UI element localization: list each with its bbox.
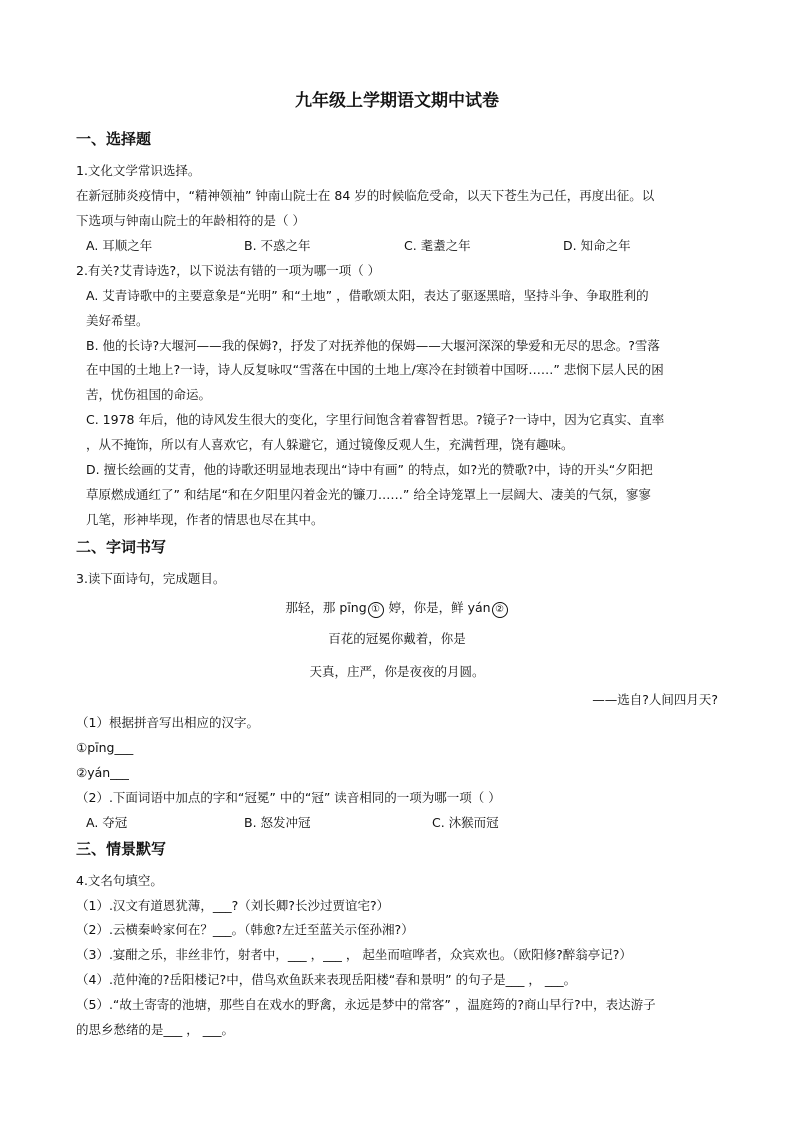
blank-marker-1: ① <box>368 602 384 618</box>
q4-head: 4.文名句填空。 <box>76 873 163 888</box>
q2-option-a: A. 艾青诗歌中的主要意象是“光明” 和“土地” ，借歌颂太阳，表达了驱逐黑暗，坚持斗争、争取胜利的 <box>86 288 649 303</box>
section-heading-recitation: 三、情景默写 <box>76 840 167 858</box>
q2-head: 2.有关?艾青诗选?，以下说法有错的一项为哪一项（ ） <box>76 263 381 278</box>
q2-option-b-cont: 在中国的土地上?一诗，诗人反复咏叹“雪落在中国的土地上/寒冷在封锁着中国呀……” 悲悯下层人民的困 <box>86 362 664 377</box>
q3-answer-1: ①pīng___ <box>76 740 134 755</box>
q4-item-4: （4）.范仲淹的?岳阳楼记?中，借鸟欢鱼跃来表现岳阳楼“春和景明” 的句子是___ ， ___。 <box>76 972 577 987</box>
q2-option-b-cont: 苦，忧伤祖国的命运。 <box>86 387 212 402</box>
q4-item-2: （2）.云横秦岭家何在？___。（韩愈?左迁至蓝关示侄孙湘?） <box>76 922 414 937</box>
q3-option-b: B. 怒发冲冠 <box>244 815 311 830</box>
q1-option-a: A. 耳顺之年 <box>86 238 153 253</box>
q3-option-a: A. 夺冠 <box>86 815 128 830</box>
q3-head: 3.读下面诗句，完成题目。 <box>76 571 226 586</box>
q1-option-d: D. 知命之年 <box>563 238 631 253</box>
q2-option-c: C. 1978 年后，他的诗风发生很大的变化，字里行间饱含着睿智哲思。?镜子?一诗中，因为它真实、直率 <box>86 412 665 427</box>
q4-item-1: （1）.汉文有道恩犹薄，___?（刘长卿?长沙过贾谊宅?） <box>76 898 390 913</box>
q2-option-a-cont: 美好希望。 <box>86 313 149 328</box>
poem-source: ——选自?人间四月天? <box>592 692 718 707</box>
q2-option-d-cont: 草原燃成通红了” 和结尾“和在夕阳里闪着金光的镰刀……” 给全诗笼罩上一层阔大、凄美的气氛，寥寥 <box>86 487 651 502</box>
poem-line-1 <box>0 598 794 618</box>
section-heading-choice: 一、选择题 <box>76 130 152 148</box>
q1-option-c: C. 耄耋之年 <box>404 238 471 253</box>
q2-option-d: D. 擅长绘画的艾青，他的诗歌还明显地表现出“诗中有画” 的特点，如?光的赞歌?中，诗的开头“夕阳把 <box>86 462 653 477</box>
q1-option-b: B. 不惑之年 <box>244 238 311 253</box>
q2-option-c-cont: ，从不掩饰，所以有人喜欢它，有人躲避它，通过镜像反观人生，充满哲理，饶有趣味。 <box>86 437 574 452</box>
q3-answer-2: ②yán___ <box>76 765 129 780</box>
poem-line-3: 天真，庄严，你是夜夜的月圆。 <box>309 664 485 679</box>
q3-sub1: （1）根据拼音写出相应的汉字。 <box>76 715 259 730</box>
q4-item-3: （3）.宴酣之乐，非丝非竹，射者中，___ ，___ ， 起坐而喧哗者，众宾欢也。（欧阳修?醉翁亭记?） <box>76 947 632 962</box>
q2-option-b: B. 他的长诗?大堰河——我的保姆?，抒发了对抚养他的保姆——大堰河深深的挚爱和无尽的思念。?雪落 <box>86 338 660 353</box>
q1-text-line: 下选项与钟南山院士的年龄相符的是（ ） <box>76 213 305 228</box>
q2-option-d-cont: 几笔，形神毕现，作者的情思也尽在其中。 <box>86 512 324 527</box>
q1-head: 1.文化文学常识选择。 <box>76 163 201 178</box>
q3-option-c: C. 沐猴而冠 <box>432 815 499 830</box>
section-heading-words: 二、字词书写 <box>76 538 167 556</box>
poem-text: 婷，你是，鲜 yán <box>384 600 491 615</box>
q1-text-line: 在新冠肺炎疫情中，“精神领袖” 钟南山院士在 84 岁的时候临危受命，以天下苍生为己任，再度出征。以 <box>76 188 655 203</box>
poem-text: 那轻，那 pīng <box>285 600 367 615</box>
poem-line-2: 百花的冠冕你戴着，你是 <box>328 631 466 646</box>
q4-item-5: （5）.“故土寄寄的池塘，那些自在戏水的野禽，永远是梦中的常客” ，温庭筠的?商山早行?中，表达游子 <box>76 997 656 1012</box>
page-title: 九年级上学期语文期中试卷 <box>295 91 499 111</box>
q3-sub2: （2）.下面词语中加点的字和“冠冕” 中的“冠” 读音相同的一项为哪一项（ ） <box>76 790 501 805</box>
blank-marker-2: ② <box>492 602 508 618</box>
q4-item-5-cont: 的思乡愁绪的是___ ， ___。 <box>76 1022 234 1037</box>
